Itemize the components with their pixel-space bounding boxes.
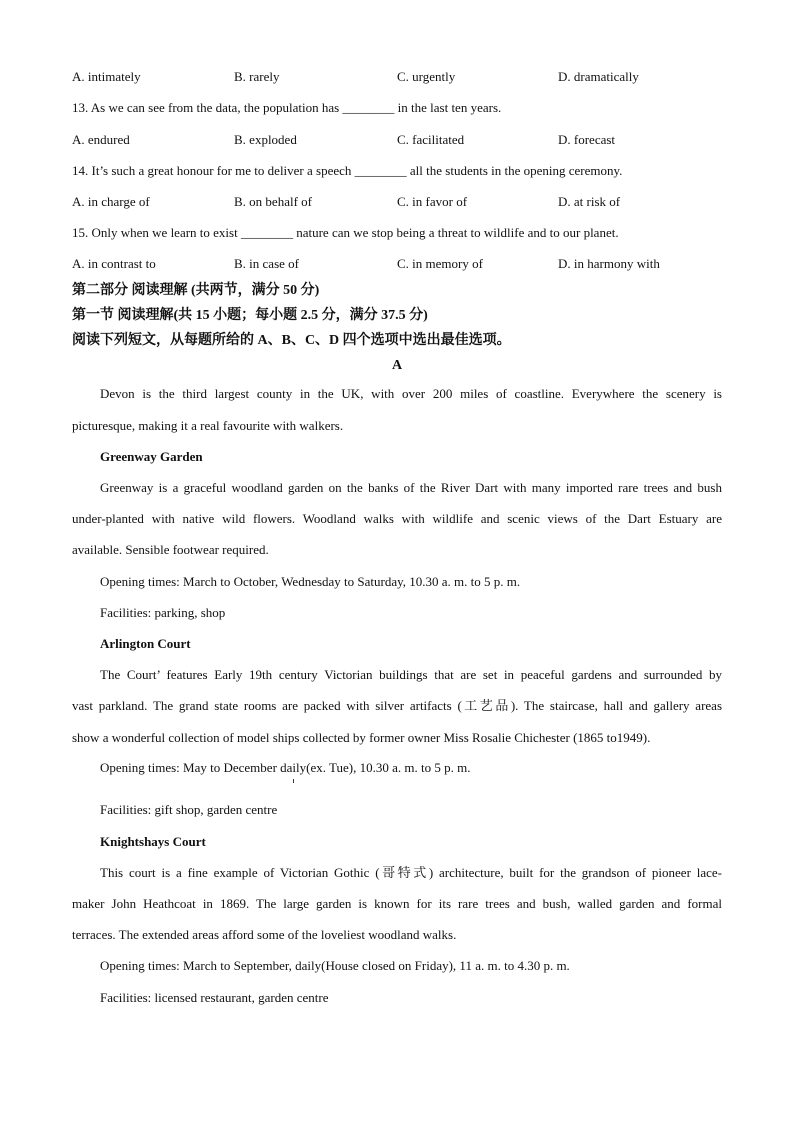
q14-option-d: D. at risk of (558, 194, 621, 209)
arlington-para-line-1: The Court’ features Early 19th century Victorian buildings that are set in peaceful gardens and surrounded by (100, 667, 722, 682)
q15-option-d: D. in harmony with (558, 256, 660, 271)
q12-option-b: B. rarely (234, 69, 280, 84)
q12-option-d: D. dramatically (558, 69, 639, 84)
greenway-opening-times: Opening times: March to October, Wednesday to Saturday, 10.30 a. m. to 5 p. m. (100, 574, 521, 589)
knightshays-opening-times: Opening times: March to September, daily(House closed on Friday), 11 a. m. to 4.30 p. m. (100, 958, 570, 973)
knightshays-para-line-1: This court is a fine example of Victorian Gothic (哥特式) architecture, built for the grandson of pioneer lace- (100, 865, 722, 880)
part2-heading: 第二部分 阅读理解 (共两节，满分 50 分) (72, 283, 320, 298)
q15-option-b: B. in case of (234, 256, 299, 271)
arlington-para-line-2: vast parkland. The grand state rooms are packed with silver artifacts (工艺品). The staircase, hall and gallery areas (72, 698, 722, 713)
intro-line-1: Devon is the third largest county in the UK, with over 200 miles of coastline. Everywhere the scenery is (100, 386, 722, 401)
arlington-facilities: Facilities: gift shop, garden centre (100, 802, 278, 817)
greenway-title: Greenway Garden (100, 449, 203, 464)
section1-heading: 第一节 阅读理解(共 15 小题；每小题 2.5 分，满分 37.5 分) (72, 308, 428, 323)
q14-stem: 14. It’s such a great honour for me to deliver a speech ________ all the students in the opening ceremony. (72, 163, 623, 178)
q13-stem: 13. As we can see from the data, the population has ________ in the last ten years. (72, 100, 502, 115)
q12-option-a: A. intimately (72, 69, 141, 84)
intro-line-2: picturesque, making it a real favourite with walkers. (72, 418, 344, 433)
q13-option-c: C. facilitated (397, 132, 465, 147)
q14-option-a: A. in charge of (72, 194, 150, 209)
q14-option-c: C. in favor of (397, 194, 468, 209)
q15-option-a: A. in contrast to (72, 256, 156, 271)
greenway-facilities: Facilities: parking, shop (100, 605, 226, 620)
arlington-title: Arlington Court (100, 636, 191, 651)
q15-stem: 15. Only when we learn to exist ________ nature can we stop being a threat to wildlife and to our planet. (72, 225, 619, 240)
q13-option-a: A. endured (72, 132, 130, 147)
instruction-heading: 阅读下列短文，从每题所给的 A、B、C、D 四个选项中选出最佳选项。 (72, 333, 511, 348)
greenway-para-line-3: available. Sensible footwear required. (72, 542, 269, 557)
arlington-para-line-3: show a wonderful collection of model ships collected by former owner Miss Rosalie Chichester (1865 to1949). (72, 730, 651, 745)
knightshays-para-line-3: terraces. The extended areas afford some of the loveliest woodland walks. (72, 927, 457, 942)
q13-option-d: D. forecast (558, 132, 616, 147)
greenway-para-line-1: Greenway is a graceful woodland garden on the banks of the River Dart with many imported rare trees and bush (100, 480, 722, 495)
q13-option-b: B. exploded (234, 132, 297, 147)
knightshays-facilities: Facilities: licensed restaurant, garden centre (100, 990, 329, 1005)
q14-option-b: B. on behalf of (234, 194, 312, 209)
knightshays-title: Knightshays Court (100, 834, 206, 849)
knightshays-para-line-2: maker John Heathcoat in 1869. The large garden is known for its rare trees and bush, walled garden and formal (72, 896, 722, 911)
q15-option-c: C. in memory of (397, 256, 483, 271)
stray-mark (293, 779, 294, 783)
q12-option-c: C. urgently (397, 69, 456, 84)
passage-letter: A (391, 358, 403, 373)
greenway-para-line-2: under-planted with native wild flowers. Woodland walks with wildlife and scenic views of the Dart Estuary are (72, 511, 722, 526)
arlington-opening-times: Opening times: May to December daily(ex. Tue), 10.30 a. m. to 5 p. m. (100, 760, 471, 775)
